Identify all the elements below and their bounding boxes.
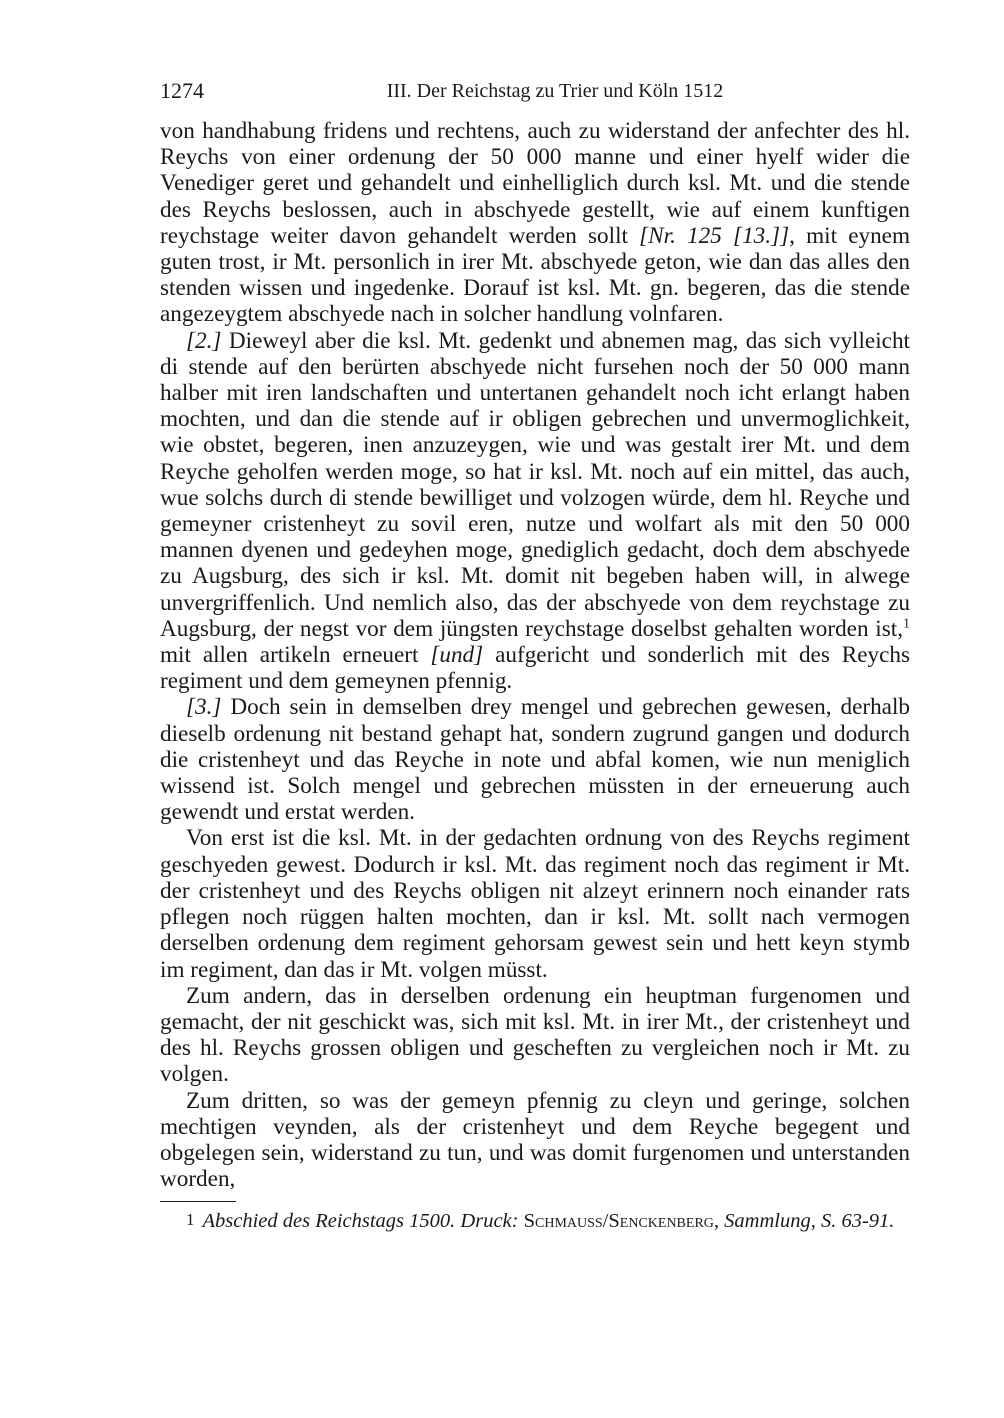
- paragraph-1: [160, 118, 910, 328]
- editorial-insertion: [und]: [430, 642, 484, 669]
- footnotes: [160, 1208, 910, 1233]
- footnote-number: 1: [186, 1210, 195, 1229]
- cross-reference: [Nr. 125 [13.]]: [639, 222, 790, 249]
- footnote-divider: [160, 1201, 236, 1202]
- running-title: III. Der Reichstag zu Trier und Köln 1512: [386, 80, 724, 102]
- paragraph-2-text-b: mit allen artikeln erneuert: [160, 642, 431, 669]
- paragraph-2-text-a: Dieweyl aber die ksl. Mt. gedenkt und abnemen mag, das sich vylleicht di stende auf den berürten abschyede nicht fursehen noch der 50 000 mann halber mit iren landschaften und untertanen gehandelt noch icht erlangt haben mochten, und dan die stende auf ir obligen gebrechen und unvermoglichkeit, wie obstet, begeren, inen anzuzeygen, wie und was gestalt irer Mt. und dem Reyche geholfen werden moge, so hat ir ksl. Mt. noch auf ein mittel, das auch, wue solchs durch di stende bewilliget und volzogen würde, dem hl. Reyche und gemeyner cristenheyt zu sovil eren, nutze und wolfart als mit den 50 000 mannen dyenen und gedeyhen moge, gnediglich gedacht, doch dem abschyede zu Augsburg, des sich ir ksl. Mt. domit nit begeben haben will, in alwege unvergriffenlich. Und nemlich also, das der abschyede von dem reychstage zu Augsburg, der negst vor dem jüngsten reychstage doselbst gehalten worden ist,: [160, 327, 910, 642]
- footnote-reference: 1: [903, 616, 910, 632]
- footnote-1: [160, 1208, 910, 1233]
- footnote-author: Schmauss/Senckenberg: [523, 1210, 714, 1232]
- footnote-text-b: , Sammlung, S. 63-91.: [713, 1210, 895, 1232]
- footnote-text-a: Abschied des Reichstags 1500. Druck:: [202, 1210, 524, 1232]
- section-marker-2: [2.]: [186, 327, 222, 354]
- page-header: [160, 78, 910, 108]
- paragraph-1-text-a: von handhabung fridens und rechtens, auch zu widerstand der anfechter des hl. Reychs von einer ordenung der 50 000 manne und einer hyelf wider die Venediger geret und gehandelt und einhelliglich durch ksl. Mt. und die stende des Reychs beslossen, auch in abschyede gestellt, wie auf einem kunftigen reychstage weiter davon gehandelt werden sollt: [160, 118, 910, 249]
- paragraph-2: [160, 328, 910, 695]
- paragraph-2-text-c: aufgericht und sonderlich mit des Reychs regiment und dem gemeynen pfennig.: [160, 642, 911, 695]
- paragraph-3-text: Doch sein in demselben drey mengel und gebrechen gewesen, derhalb dieselb ordenung nit bestand gehapt hat, sondern zugrund gangen und dodurch die cristenheyt und das Reyche in note und abfal komen, wie nun meniglich wissend ist. Solch mengel und gebrechen müssten in der erneuerung auch gewendt und erstat werden.: [160, 694, 910, 826]
- page-number: 1274: [160, 78, 204, 103]
- main-text: [160, 118, 910, 1192]
- section-marker-3: [3.]: [186, 694, 222, 721]
- paragraph-3: [160, 694, 910, 825]
- paragraph-6: Zum dritten, so was der gemeyn pfennig zu cleyn und geringe, solchen mechtigen veynden, als der cristenheyt und dem Reyche begegent und obgelegen sein, widerstand zu tun, und was domit furgenomen und unterstanden worden,: [160, 1087, 910, 1193]
- paragraph-4: Von erst ist die ksl. Mt. in der gedachten ordnung von des Reychs regiment geschyeden gewest. Dodurch ir ksl. Mt. das regiment noch das regiment ir Mt. der cristenheyt und des Reychs obligen nit alzeyt erinnern noch einander rats pflegen noch rüggen halten mochten, dan ir ksl. Mt. sollt nach vermogen derselben ordenung dem regiment gehorsam gewest sein und hett keyn stymb im regiment, dan das ir Mt. volgen müsst.: [160, 825, 910, 983]
- paragraph-1-text-b: , mit eynem guten trost, ir Mt. personlich in irer Mt. abschyede geton, wie dan das alles den stenden wissen und ingedenke. Dorauf ist ksl. Mt. gn. begeren, das die stende angezeygtem abschyede nach in solcher handlung volnfaren.: [160, 222, 910, 328]
- paragraph-5: Zum andern, das in derselben ordenung ein heuptman furgenomen und gemacht, der nit geschickt was, sich mit ksl. Mt. in irer Mt., der cristenheyt und des hl. Reychs grossen obligen und gescheften zu vergleichen noch ir Mt. zu volgen.: [160, 982, 910, 1088]
